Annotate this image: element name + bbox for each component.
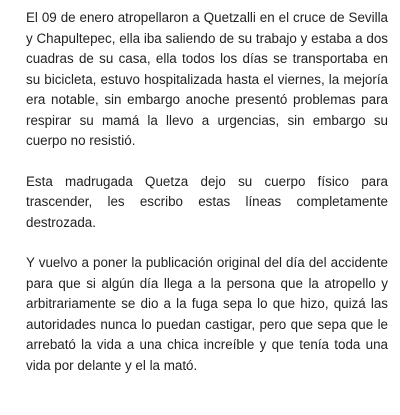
paragraph-1: El 09 de enero atropellaron a Quetzalli en el cruce de Sevilla y Chapultepec, ella iba saliendo de su trabajo y estaba a dos cuadras de su casa, ella todos los días se transportaba en su bicicleta, estuvo hospitalizada hasta el viernes, la mejoría era notable, sin embargo anoche presentó problemas para respirar su mamá la llevo a urgencias, sin embargo su cuerpo no resistió. — [26, 10, 388, 148]
paragraph-2: Esta madrugada Quetza dejo su cuerpo físico para trascender, les escribo estas líneas completamente destrozada. — [26, 173, 388, 230]
document-body — [26, 8, 388, 396]
paragraph-3: Y vuelvo a poner la publicación original del día del accidente para que si algún día llega a la persona que la atropello y arbitrariamente se dio a la fuga sepa lo que hizo, quizá las autoridades nunca lo puedan castigar, pero que sepa que le arrebató la vida a una chica increíble y que tenía toda una vida por delante y el la mató. — [26, 255, 388, 373]
